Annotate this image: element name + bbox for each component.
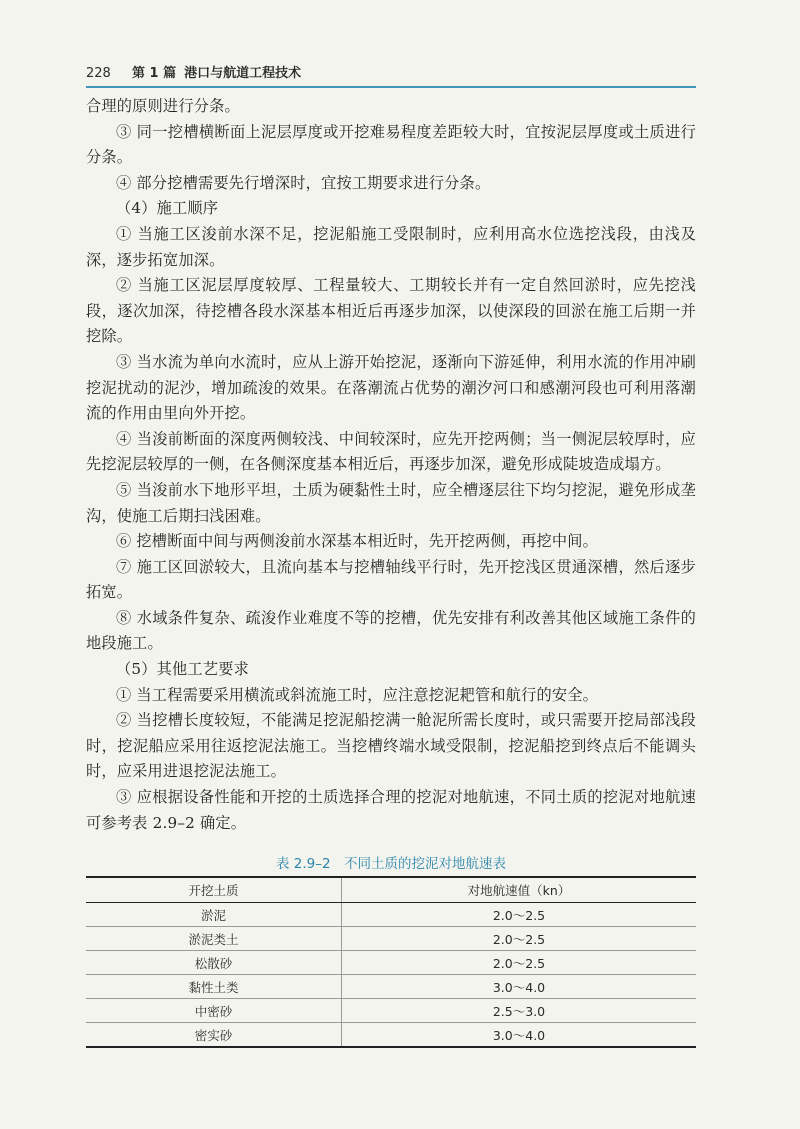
paragraph: ⑤ 当浚前水下地形平坦，土质为硬黏性土时，应全槽逐层往下均匀挖泥，避免形成垄沟，使施工后期扫浅困难。	[86, 480, 696, 525]
speed-value-cell: 3.0～4.0	[342, 975, 697, 999]
table-row	[86, 927, 696, 951]
paragraph: ③ 同一挖槽横断面上泥层厚度或开挖难易程度差距较大时，宜按泥层厚度或土质进行分条。	[86, 122, 696, 167]
soil-type-cell: 中密砂	[86, 999, 342, 1023]
paragraph: ② 当施工区泥层厚度较厚、工程量较大、工期较长并有一定自然回淤时，应先挖浅段，逐次加深，待挖槽各段水深基本相近后再逐步加深，以使深段的回淤在施工后期一并挖除。	[86, 276, 696, 346]
paragraph: ⑧ 水域条件复杂、疏浚作业难度不等的挖槽，优先安排有利改善其他区域施工条件的地段施工。	[86, 608, 696, 653]
speed-table	[86, 876, 696, 1048]
soil-type-cell: 松散砂	[86, 951, 342, 975]
soil-type-cell: 密实砂	[86, 1023, 342, 1048]
paragraph: ② 当挖槽长度较短，不能满足挖泥船挖满一舱泥所需长度时，或只需要开挖局部浅段时，挖泥船应采用往返挖泥法施工。当挖槽终端水域受限制，挖泥船挖到终点后不能调头时，应采用进退挖泥法施工。	[86, 711, 696, 781]
paragraph: ① 当工程需要采用横流或斜流施工时，应注意挖泥耙管和航行的安全。	[116, 685, 599, 704]
column-header-speed: 对地航速值（kn）	[342, 877, 697, 903]
speed-value-cell: 2.0～2.5	[342, 927, 697, 951]
table-row	[86, 999, 696, 1023]
paragraph: ⑦ 施工区回淤较大，且流向基本与挖槽轴线平行时，先开挖浅区贯通深槽，然后逐步拓宽。	[86, 557, 696, 602]
table-row	[86, 951, 696, 975]
part-label: 第 1 篇	[132, 66, 177, 81]
column-header-soil: 开挖土质	[86, 877, 342, 903]
soil-type-cell: 淤泥	[86, 903, 342, 927]
paragraph: ⑥ 挖槽断面中间与两侧浚前水深基本相近时，先开挖两侧，再挖中间。	[116, 532, 599, 551]
body-text	[86, 94, 696, 836]
table-header-row	[86, 877, 696, 903]
paragraph: ① 当施工区浚前水深不足，挖泥船施工受限制时，应利用高水位选挖浅段，由浅及深，逐步拓宽加深。	[86, 224, 696, 269]
paragraph: （5）其他工艺要求	[116, 660, 249, 679]
running-header	[86, 62, 696, 88]
speed-value-cell: 2.5～3.0	[342, 999, 697, 1023]
paragraph: ③ 应根据设备性能和开挖的土质选择合理的挖泥对地航速，不同土质的挖泥对地航速可参考表 2.9–2 确定。	[86, 788, 696, 832]
table-row	[86, 1023, 696, 1048]
speed-value-cell: 2.0～2.5	[342, 903, 697, 927]
speed-value-cell: 2.0～2.5	[342, 951, 697, 975]
paragraph: 合理的原则进行分条。	[86, 97, 240, 115]
table-row	[86, 903, 696, 927]
chapter-title: 港口与航道工程技术	[184, 66, 302, 81]
paragraph: ③ 当水流为单向水流时，应从上游开始挖泥，逐渐向下游延伸，利用水流的作用冲刷挖泥扰动的泥沙，增加疏浚的效果。在落潮流占优势的潮汐河口和感潮河段也可利用落潮流的作用由里向外开挖。	[86, 352, 696, 423]
speed-value-cell: 3.0～4.0	[342, 1023, 697, 1048]
soil-type-cell: 黏性土类	[86, 975, 342, 999]
paragraph: ④ 当浚前断面的深度两侧较浅、中间较深时，应先开挖两侧；当一侧泥层较厚时，应先挖泥层较厚的一侧，在各侧深度基本相近后，再逐步加深，避免形成陡坡造成塌方。	[86, 429, 696, 474]
table-row	[86, 975, 696, 999]
paragraph: ④ 部分挖槽需要先行增深时，宜按工期要求进行分条。	[116, 173, 491, 192]
page-number: 228	[86, 66, 111, 81]
paragraph: （4）施工顺序	[116, 199, 219, 218]
table-caption: 表 2.9–2 不同土质的挖泥对地航速表	[275, 856, 507, 872]
soil-type-cell: 淤泥类土	[86, 927, 342, 951]
